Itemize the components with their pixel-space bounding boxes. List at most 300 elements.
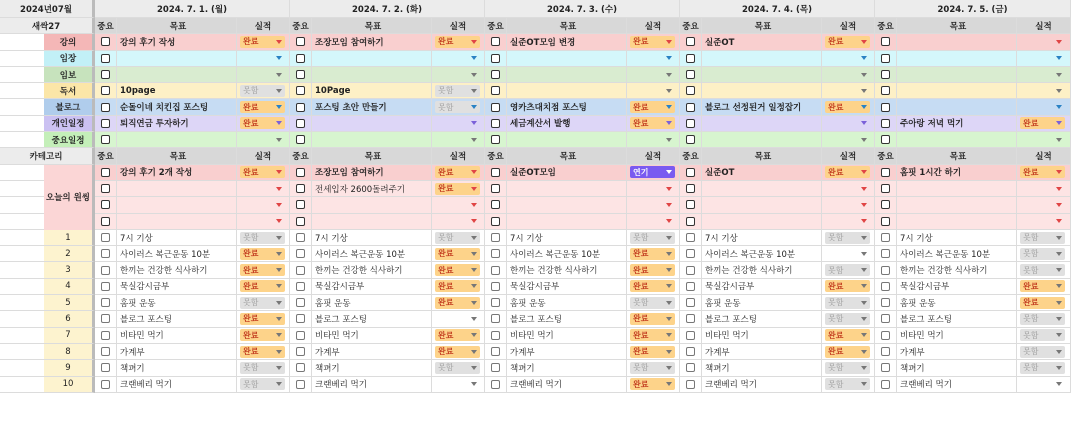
important-checkbox[interactable] [296,347,305,356]
important-checkbox[interactable] [491,380,500,389]
result-dropdown[interactable] [240,329,285,341]
important-checkbox[interactable] [296,54,305,63]
goal-cell[interactable] [507,197,627,213]
goal-cell[interactable]: 가계부 [897,344,1017,360]
result-dropdown[interactable] [1020,215,1065,227]
important-checkbox[interactable] [881,200,890,209]
goal-cell[interactable] [507,83,627,99]
important-checkbox[interactable] [101,266,110,275]
goal-cell[interactable] [702,132,822,148]
result-dropdown[interactable] [1020,183,1065,195]
goal-cell[interactable] [117,51,237,67]
goal-cell[interactable]: 한끼는 건강한 식사하기 [507,262,627,278]
important-checkbox[interactable] [881,168,890,177]
result-dropdown[interactable] [240,199,285,211]
goal-cell[interactable]: 비타민 먹기 [507,328,627,344]
goal-cell[interactable] [897,34,1017,50]
goal-cell[interactable]: 블로그 선정된거 일정잡기 [702,99,822,115]
important-checkbox[interactable] [491,184,500,193]
important-checkbox[interactable] [686,363,695,372]
result-dropdown[interactable] [630,232,675,244]
result-dropdown[interactable] [825,297,870,309]
important-checkbox[interactable] [686,54,695,63]
result-dropdown[interactable] [240,346,285,358]
goal-cell[interactable] [312,116,432,132]
goal-cell[interactable] [897,132,1017,148]
important-checkbox[interactable] [101,103,110,112]
goal-cell[interactable]: 조장모임 참여하기 [312,165,432,181]
result-dropdown[interactable] [630,85,675,97]
important-checkbox[interactable] [686,347,695,356]
goal-cell[interactable]: 묵실감시금부 [117,279,237,295]
important-checkbox[interactable] [101,184,110,193]
result-dropdown[interactable] [435,232,480,244]
result-dropdown[interactable] [435,248,480,260]
important-checkbox[interactable] [881,135,890,144]
goal-cell[interactable]: 비타민 먹기 [312,328,432,344]
important-checkbox[interactable] [881,184,890,193]
result-dropdown[interactable] [825,117,870,129]
important-checkbox[interactable] [101,135,110,144]
result-dropdown[interactable] [1020,101,1065,113]
result-dropdown[interactable] [240,232,285,244]
result-dropdown[interactable] [630,297,675,309]
result-dropdown[interactable] [240,248,285,260]
goal-cell[interactable]: 책펴기 [507,360,627,376]
important-checkbox[interactable] [881,54,890,63]
goal-cell[interactable]: 홈핏 운동 [702,295,822,311]
important-checkbox[interactable] [296,70,305,79]
important-checkbox[interactable] [686,266,695,275]
goal-cell[interactable] [897,51,1017,67]
result-dropdown[interactable] [240,101,285,113]
result-dropdown[interactable] [435,85,480,97]
goal-cell[interactable]: 가계부 [702,344,822,360]
result-dropdown[interactable] [240,378,285,390]
goal-cell[interactable] [312,214,432,230]
goal-cell[interactable] [702,51,822,67]
goal-cell[interactable]: 영카츠대치점 포스팅 [507,99,627,115]
goal-cell[interactable]: 주아랑 저녁 먹기 [897,116,1017,132]
goal-cell[interactable] [507,214,627,230]
result-dropdown[interactable] [630,280,675,292]
goal-cell[interactable]: 홈핏 운동 [117,295,237,311]
important-checkbox[interactable] [101,249,110,258]
goal-cell[interactable]: 가계부 [312,344,432,360]
important-checkbox[interactable] [491,249,500,258]
goal-cell[interactable] [312,197,432,213]
goal-cell[interactable]: 조장모임 참여하기 [312,34,432,50]
result-dropdown[interactable] [435,69,480,81]
result-dropdown[interactable] [435,313,480,325]
important-checkbox[interactable] [296,103,305,112]
goal-cell[interactable] [117,132,237,148]
result-dropdown[interactable] [1020,362,1065,374]
goal-cell[interactable]: 크랜베리 먹기 [507,377,627,393]
goal-cell[interactable]: 강의 후기 작성 [117,34,237,50]
result-dropdown[interactable] [1020,297,1065,309]
important-checkbox[interactable] [686,331,695,340]
goal-cell[interactable] [702,67,822,83]
goal-cell[interactable] [897,197,1017,213]
goal-cell[interactable]: 사이러스 복근운동 10분 [507,246,627,262]
important-checkbox[interactable] [881,249,890,258]
result-dropdown[interactable] [435,183,480,195]
goal-cell[interactable]: 10Page [312,83,432,99]
result-dropdown[interactable] [1020,36,1065,48]
goal-cell[interactable]: 7시 기상 [702,230,822,246]
result-dropdown[interactable] [1020,52,1065,64]
result-dropdown[interactable] [435,199,480,211]
result-dropdown[interactable] [435,378,480,390]
result-dropdown[interactable] [240,69,285,81]
goal-cell[interactable]: 7시 기상 [312,230,432,246]
important-checkbox[interactable] [296,86,305,95]
result-dropdown[interactable] [825,199,870,211]
goal-cell[interactable] [702,214,822,230]
important-checkbox[interactable] [881,331,890,340]
important-checkbox[interactable] [101,314,110,323]
important-checkbox[interactable] [101,200,110,209]
important-checkbox[interactable] [491,37,500,46]
result-dropdown[interactable] [1020,232,1065,244]
result-dropdown[interactable] [1020,378,1065,390]
important-checkbox[interactable] [881,282,890,291]
important-checkbox[interactable] [296,37,305,46]
important-checkbox[interactable] [881,217,890,226]
important-checkbox[interactable] [296,282,305,291]
important-checkbox[interactable] [101,217,110,226]
goal-cell[interactable]: 크랜베리 먹기 [117,377,237,393]
result-dropdown[interactable] [630,329,675,341]
result-dropdown[interactable] [825,101,870,113]
important-checkbox[interactable] [491,266,500,275]
important-checkbox[interactable] [686,119,695,128]
result-dropdown[interactable] [435,346,480,358]
result-dropdown[interactable] [630,52,675,64]
important-checkbox[interactable] [296,266,305,275]
result-dropdown[interactable] [1020,134,1065,146]
important-checkbox[interactable] [101,298,110,307]
goal-cell[interactable]: 블로그 포스팅 [897,311,1017,327]
result-dropdown[interactable] [825,166,870,178]
important-checkbox[interactable] [881,119,890,128]
goal-cell[interactable]: 가계부 [507,344,627,360]
goal-cell[interactable]: 책펴기 [702,360,822,376]
goal-cell[interactable]: 비타민 먹기 [702,328,822,344]
goal-cell[interactable] [897,67,1017,83]
important-checkbox[interactable] [491,200,500,209]
result-dropdown[interactable] [825,264,870,276]
goal-cell[interactable]: 가계부 [117,344,237,360]
important-checkbox[interactable] [296,380,305,389]
goal-cell[interactable]: 실준OT [702,34,822,50]
goal-cell[interactable]: 7시 기상 [897,230,1017,246]
goal-cell[interactable]: 홈핏 운동 [507,295,627,311]
important-checkbox[interactable] [101,37,110,46]
goal-cell[interactable]: 한끼는 건강한 식사하기 [117,262,237,278]
result-dropdown[interactable] [435,134,480,146]
goal-cell[interactable]: 한끼는 건강한 식사하기 [897,262,1017,278]
important-checkbox[interactable] [491,54,500,63]
result-dropdown[interactable] [825,52,870,64]
important-checkbox[interactable] [881,363,890,372]
important-checkbox[interactable] [101,347,110,356]
important-checkbox[interactable] [101,168,110,177]
result-dropdown[interactable] [630,362,675,374]
important-checkbox[interactable] [491,70,500,79]
goal-cell[interactable]: 한끼는 건강한 식사하기 [702,262,822,278]
goal-cell[interactable] [117,214,237,230]
result-dropdown[interactable] [825,362,870,374]
result-dropdown[interactable] [630,264,675,276]
important-checkbox[interactable] [296,233,305,242]
important-checkbox[interactable] [491,363,500,372]
result-dropdown[interactable] [240,215,285,227]
result-dropdown[interactable] [825,313,870,325]
important-checkbox[interactable] [491,86,500,95]
result-dropdown[interactable] [630,134,675,146]
goal-cell[interactable]: 비타민 먹기 [897,328,1017,344]
result-dropdown[interactable] [240,36,285,48]
important-checkbox[interactable] [491,314,500,323]
result-dropdown[interactable] [825,378,870,390]
result-dropdown[interactable] [630,313,675,325]
important-checkbox[interactable] [881,347,890,356]
important-checkbox[interactable] [491,282,500,291]
important-checkbox[interactable] [686,37,695,46]
result-dropdown[interactable] [435,166,480,178]
result-dropdown[interactable] [240,362,285,374]
result-dropdown[interactable] [630,215,675,227]
result-dropdown[interactable] [240,52,285,64]
goal-cell[interactable]: 홈핏 운동 [312,295,432,311]
result-dropdown[interactable] [1020,264,1065,276]
goal-cell[interactable]: 한끼는 건강한 식사하기 [312,262,432,278]
important-checkbox[interactable] [686,135,695,144]
result-dropdown[interactable] [630,69,675,81]
result-dropdown[interactable] [435,36,480,48]
important-checkbox[interactable] [296,363,305,372]
goal-cell[interactable]: 사이러스 복근운동 10분 [312,246,432,262]
goal-cell[interactable] [117,197,237,213]
result-dropdown[interactable] [1020,346,1065,358]
important-checkbox[interactable] [686,249,695,258]
goal-cell[interactable] [312,132,432,148]
important-checkbox[interactable] [686,86,695,95]
result-dropdown[interactable] [1020,248,1065,260]
result-dropdown[interactable] [825,232,870,244]
goal-cell[interactable]: 전세입자 2600돌려주기 [312,181,432,197]
goal-cell[interactable] [507,132,627,148]
important-checkbox[interactable] [686,298,695,307]
important-checkbox[interactable] [686,217,695,226]
important-checkbox[interactable] [101,119,110,128]
important-checkbox[interactable] [881,314,890,323]
important-checkbox[interactable] [881,266,890,275]
important-checkbox[interactable] [686,380,695,389]
result-dropdown[interactable] [630,166,675,178]
important-checkbox[interactable] [686,70,695,79]
result-dropdown[interactable] [825,329,870,341]
goal-cell[interactable]: 사이러스 복근운동 10분 [117,246,237,262]
goal-cell[interactable]: 책펴기 [117,360,237,376]
important-checkbox[interactable] [296,331,305,340]
goal-cell[interactable] [702,116,822,132]
goal-cell[interactable] [507,181,627,197]
result-dropdown[interactable] [825,215,870,227]
goal-cell[interactable]: 블로그 포스팅 [117,311,237,327]
result-dropdown[interactable] [240,297,285,309]
goal-cell[interactable] [702,83,822,99]
result-dropdown[interactable] [630,117,675,129]
important-checkbox[interactable] [881,298,890,307]
important-checkbox[interactable] [686,200,695,209]
important-checkbox[interactable] [686,233,695,242]
goal-cell[interactable]: 크랜베리 먹기 [312,377,432,393]
important-checkbox[interactable] [491,331,500,340]
result-dropdown[interactable] [240,280,285,292]
result-dropdown[interactable] [825,346,870,358]
important-checkbox[interactable] [881,86,890,95]
goal-cell[interactable]: 10page [117,83,237,99]
important-checkbox[interactable] [101,363,110,372]
result-dropdown[interactable] [240,117,285,129]
goal-cell[interactable]: 블로그 포스팅 [507,311,627,327]
result-dropdown[interactable] [1020,280,1065,292]
goal-cell[interactable]: 책펴기 [312,360,432,376]
result-dropdown[interactable] [435,52,480,64]
result-dropdown[interactable] [240,134,285,146]
result-dropdown[interactable] [1020,199,1065,211]
important-checkbox[interactable] [101,70,110,79]
important-checkbox[interactable] [296,200,305,209]
important-checkbox[interactable] [101,282,110,291]
goal-cell[interactable] [702,197,822,213]
result-dropdown[interactable] [825,280,870,292]
goal-cell[interactable] [312,51,432,67]
important-checkbox[interactable] [491,217,500,226]
goal-cell[interactable]: 퇴직연금 투자하기 [117,116,237,132]
result-dropdown[interactable] [825,85,870,97]
result-dropdown[interactable] [630,378,675,390]
goal-cell[interactable]: 묵실감시금부 [312,279,432,295]
important-checkbox[interactable] [881,103,890,112]
result-dropdown[interactable] [435,280,480,292]
goal-cell[interactable]: 묵실감시금부 [702,279,822,295]
goal-cell[interactable]: 홈핏 운동 [897,295,1017,311]
important-checkbox[interactable] [686,184,695,193]
important-checkbox[interactable] [296,184,305,193]
goal-cell[interactable]: 블로그 포스팅 [312,311,432,327]
result-dropdown[interactable] [825,36,870,48]
important-checkbox[interactable] [881,380,890,389]
result-dropdown[interactable] [435,297,480,309]
goal-cell[interactable]: 실준OT모임 변경 [507,34,627,50]
important-checkbox[interactable] [296,217,305,226]
important-checkbox[interactable] [491,233,500,242]
result-dropdown[interactable] [630,183,675,195]
result-dropdown[interactable] [825,134,870,146]
goal-cell[interactable]: 실준OT모임 [507,165,627,181]
goal-cell[interactable]: 비타민 먹기 [117,328,237,344]
important-checkbox[interactable] [686,314,695,323]
goal-cell[interactable] [312,67,432,83]
important-checkbox[interactable] [491,103,500,112]
result-dropdown[interactable] [1020,69,1065,81]
important-checkbox[interactable] [101,86,110,95]
result-dropdown[interactable] [1020,117,1065,129]
goal-cell[interactable]: 블로그 포스팅 [702,311,822,327]
important-checkbox[interactable] [296,168,305,177]
important-checkbox[interactable] [686,168,695,177]
result-dropdown[interactable] [825,69,870,81]
result-dropdown[interactable] [825,183,870,195]
goal-cell[interactable]: 묵실감시금부 [897,279,1017,295]
goal-cell[interactable] [507,51,627,67]
goal-cell[interactable]: 7시 기상 [117,230,237,246]
result-dropdown[interactable] [1020,85,1065,97]
important-checkbox[interactable] [101,331,110,340]
goal-cell[interactable]: 묵실감시금부 [507,279,627,295]
result-dropdown[interactable] [435,362,480,374]
important-checkbox[interactable] [296,249,305,258]
goal-cell[interactable]: 책펴기 [897,360,1017,376]
goal-cell[interactable] [897,99,1017,115]
result-dropdown[interactable] [435,117,480,129]
important-checkbox[interactable] [296,119,305,128]
goal-cell[interactable]: 순돌이네 치킨집 포스팅 [117,99,237,115]
goal-cell[interactable]: 실준OT [702,165,822,181]
result-dropdown[interactable] [240,264,285,276]
goal-cell[interactable]: 크랜베리 먹기 [897,377,1017,393]
result-dropdown[interactable] [630,248,675,260]
goal-cell[interactable] [117,67,237,83]
goal-cell[interactable] [897,214,1017,230]
result-dropdown[interactable] [1020,166,1065,178]
result-dropdown[interactable] [630,199,675,211]
goal-cell[interactable] [897,181,1017,197]
result-dropdown[interactable] [435,101,480,113]
important-checkbox[interactable] [296,314,305,323]
result-dropdown[interactable] [240,85,285,97]
result-dropdown[interactable] [435,329,480,341]
result-dropdown[interactable] [240,313,285,325]
result-dropdown[interactable] [630,101,675,113]
result-dropdown[interactable] [630,36,675,48]
important-checkbox[interactable] [491,119,500,128]
result-dropdown[interactable] [825,248,870,260]
important-checkbox[interactable] [881,233,890,242]
result-dropdown[interactable] [1020,313,1065,325]
important-checkbox[interactable] [491,168,500,177]
goal-cell[interactable] [507,67,627,83]
important-checkbox[interactable] [296,298,305,307]
result-dropdown[interactable] [240,183,285,195]
important-checkbox[interactable] [491,135,500,144]
important-checkbox[interactable] [686,103,695,112]
result-dropdown[interactable] [435,215,480,227]
result-dropdown[interactable] [240,166,285,178]
important-checkbox[interactable] [881,37,890,46]
goal-cell[interactable]: 7시 기상 [507,230,627,246]
goal-cell[interactable] [897,83,1017,99]
goal-cell[interactable] [702,181,822,197]
goal-cell[interactable]: 크랜베리 먹기 [702,377,822,393]
goal-cell[interactable]: 사이러스 복근운동 10분 [702,246,822,262]
goal-cell[interactable]: 세금계산서 발행 [507,116,627,132]
important-checkbox[interactable] [491,347,500,356]
